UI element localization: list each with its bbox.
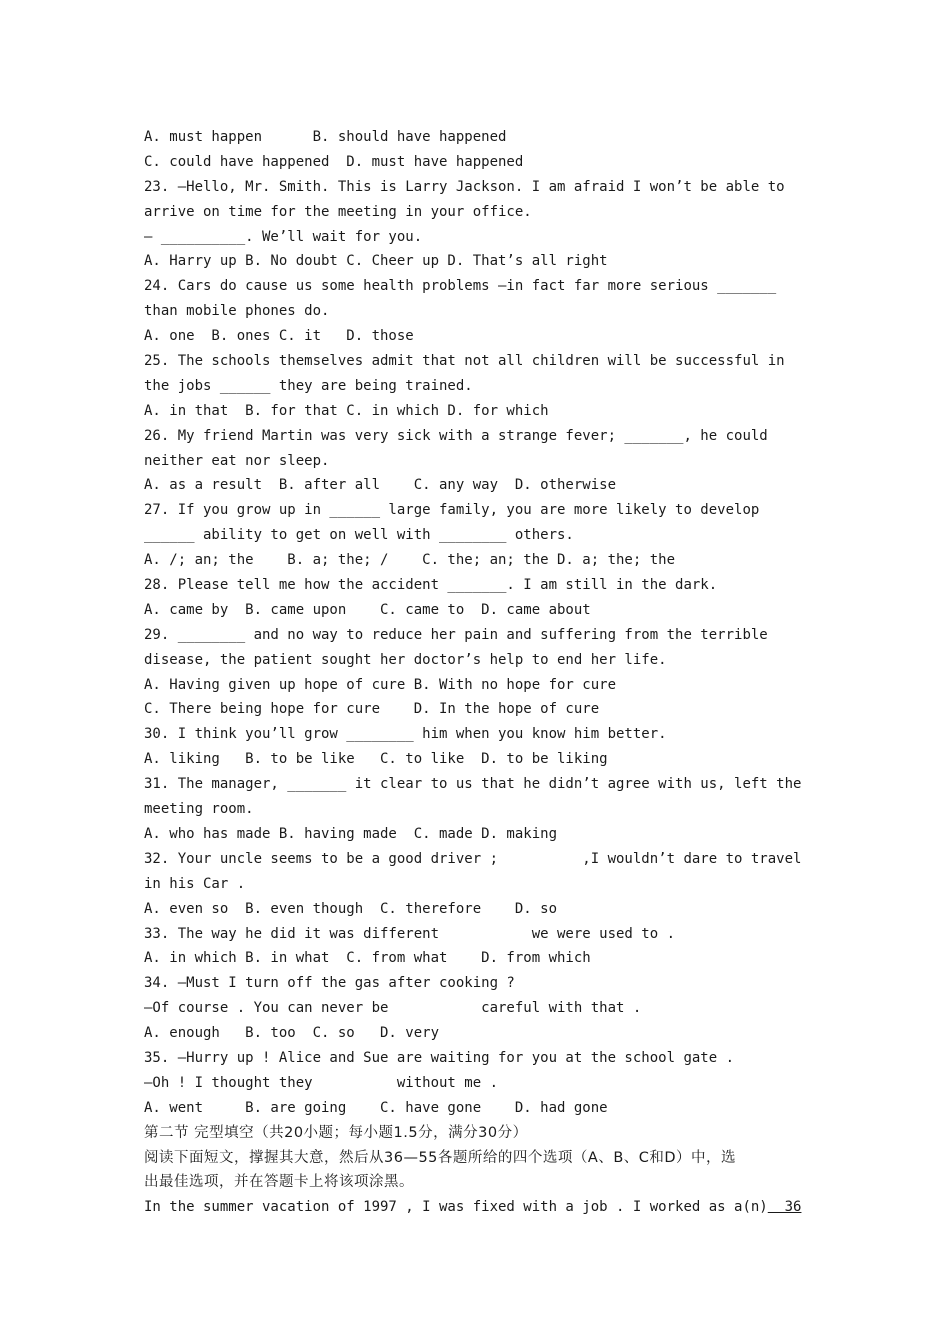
text-line: 31. The manager, _______ it clear to us that he didn’t agree with us, left the (144, 776, 802, 793)
text-line: 33. The way he did it was different we were used to . (144, 925, 676, 942)
text-line: A. Harry up B. No doubt C. Cheer up D. That’s all right (144, 253, 608, 270)
question-lines (144, 125, 816, 1121)
text-line: A. one B. ones C. it D. those (144, 328, 414, 345)
text-line: meeting room. (144, 801, 254, 818)
document-page (144, 125, 816, 1220)
text-line: A. who has made B. having made C. made D. making (144, 825, 558, 842)
text-line: —Of course . You can never be careful with that . (144, 1000, 642, 1017)
text-line: in his Car . (144, 875, 246, 892)
section-title: 第二节 完型填空（共20小题；每小题1.5分，满分30分） (144, 1124, 528, 1141)
text-line: 25. The schools themselves admit that not all children will be successful in (144, 353, 785, 370)
instructions-line-1: 阅读下面短文，撑握其大意，然后从36—55各题所给的四个选项（A、B、C和D）中，选 (144, 1149, 737, 1166)
text-line: 27. If you grow up in ______ large family, you are more likely to develop (144, 502, 760, 519)
text-line: A. even so B. even though C. therefore D. so (144, 900, 558, 917)
blank-36: 36 (767, 1199, 802, 1216)
text-line: arrive on time for the meeting in your office. (144, 203, 532, 220)
text-line: disease, the patient sought her doctor’s help to end her life. (144, 651, 667, 668)
text-line: 23. —Hello, Mr. Smith. This is Larry Jackson. I am afraid I won’t be able to (144, 178, 785, 195)
instructions-line-2: 出最佳选项，并在答题卡上将该项涂黑。 (144, 1174, 414, 1191)
text-line: A. came by B. came upon C. came to D. came about (144, 601, 591, 618)
text-line: A. liking B. to be like C. to like D. to be liking (144, 751, 608, 768)
text-line: A. /; an; the B. a; the; / C. the; an; the D. a; the; the (144, 552, 676, 569)
text-line: than mobile phones do. (144, 303, 330, 320)
text-line: A. enough B. too C. so D. very (144, 1025, 440, 1042)
text-line: 35. —Hurry up ! Alice and Sue are waiting for you at the school gate . (144, 1049, 735, 1066)
text-line: 26. My friend Martin was very sick with a strange fever; _______, he could (144, 427, 768, 444)
passage-start: In the summer vacation of 1997 , I was fixed with a job . I worked as a(n) (144, 1199, 768, 1216)
text-line: A. must happen B. should have happened (144, 129, 507, 145)
passage-line (144, 1195, 816, 1220)
text-line: the jobs ______ they are being trained. (144, 377, 473, 394)
text-line: 29. ________ and no way to reduce her pain and suffering from the terrible (144, 626, 768, 643)
text-line: A. in which B. in what C. from what D. from which (144, 950, 591, 967)
text-line: A. Having given up hope of cure B. With no hope for cure (144, 676, 617, 693)
text-line: ______ ability to get on well with ________ others. (144, 527, 574, 544)
text-line: C. could have happened D. must have happened (144, 153, 524, 170)
text-line: —Oh ! I thought they without me . (144, 1074, 499, 1091)
text-line: A. in that B. for that C. in which D. for which (144, 402, 549, 419)
text-line: 24. Cars do cause us some health problems —in fact far more serious _______ (144, 278, 777, 295)
text-line: neither eat nor sleep. (144, 452, 330, 469)
text-line: — __________. We’ll wait for you. (144, 228, 423, 245)
text-line: A. as a result B. after all C. any way D. otherwise (144, 477, 617, 494)
text-line: 30. I think you’ll grow ________ him when you know him better. (144, 726, 667, 743)
text-line: A. went B. are going C. have gone D. had gone (144, 1099, 608, 1116)
text-line: 34. —Must I turn off the gas after cooking ? (144, 975, 515, 992)
text-line: C. There being hope for cure D. In the hope of cure (144, 701, 600, 718)
text-line: 28. Please tell me how the accident _______. I am still in the dark. (144, 577, 718, 594)
text-line: 32. Your uncle seems to be a good driver ; ,I wouldn’t dare to travel (144, 850, 802, 867)
